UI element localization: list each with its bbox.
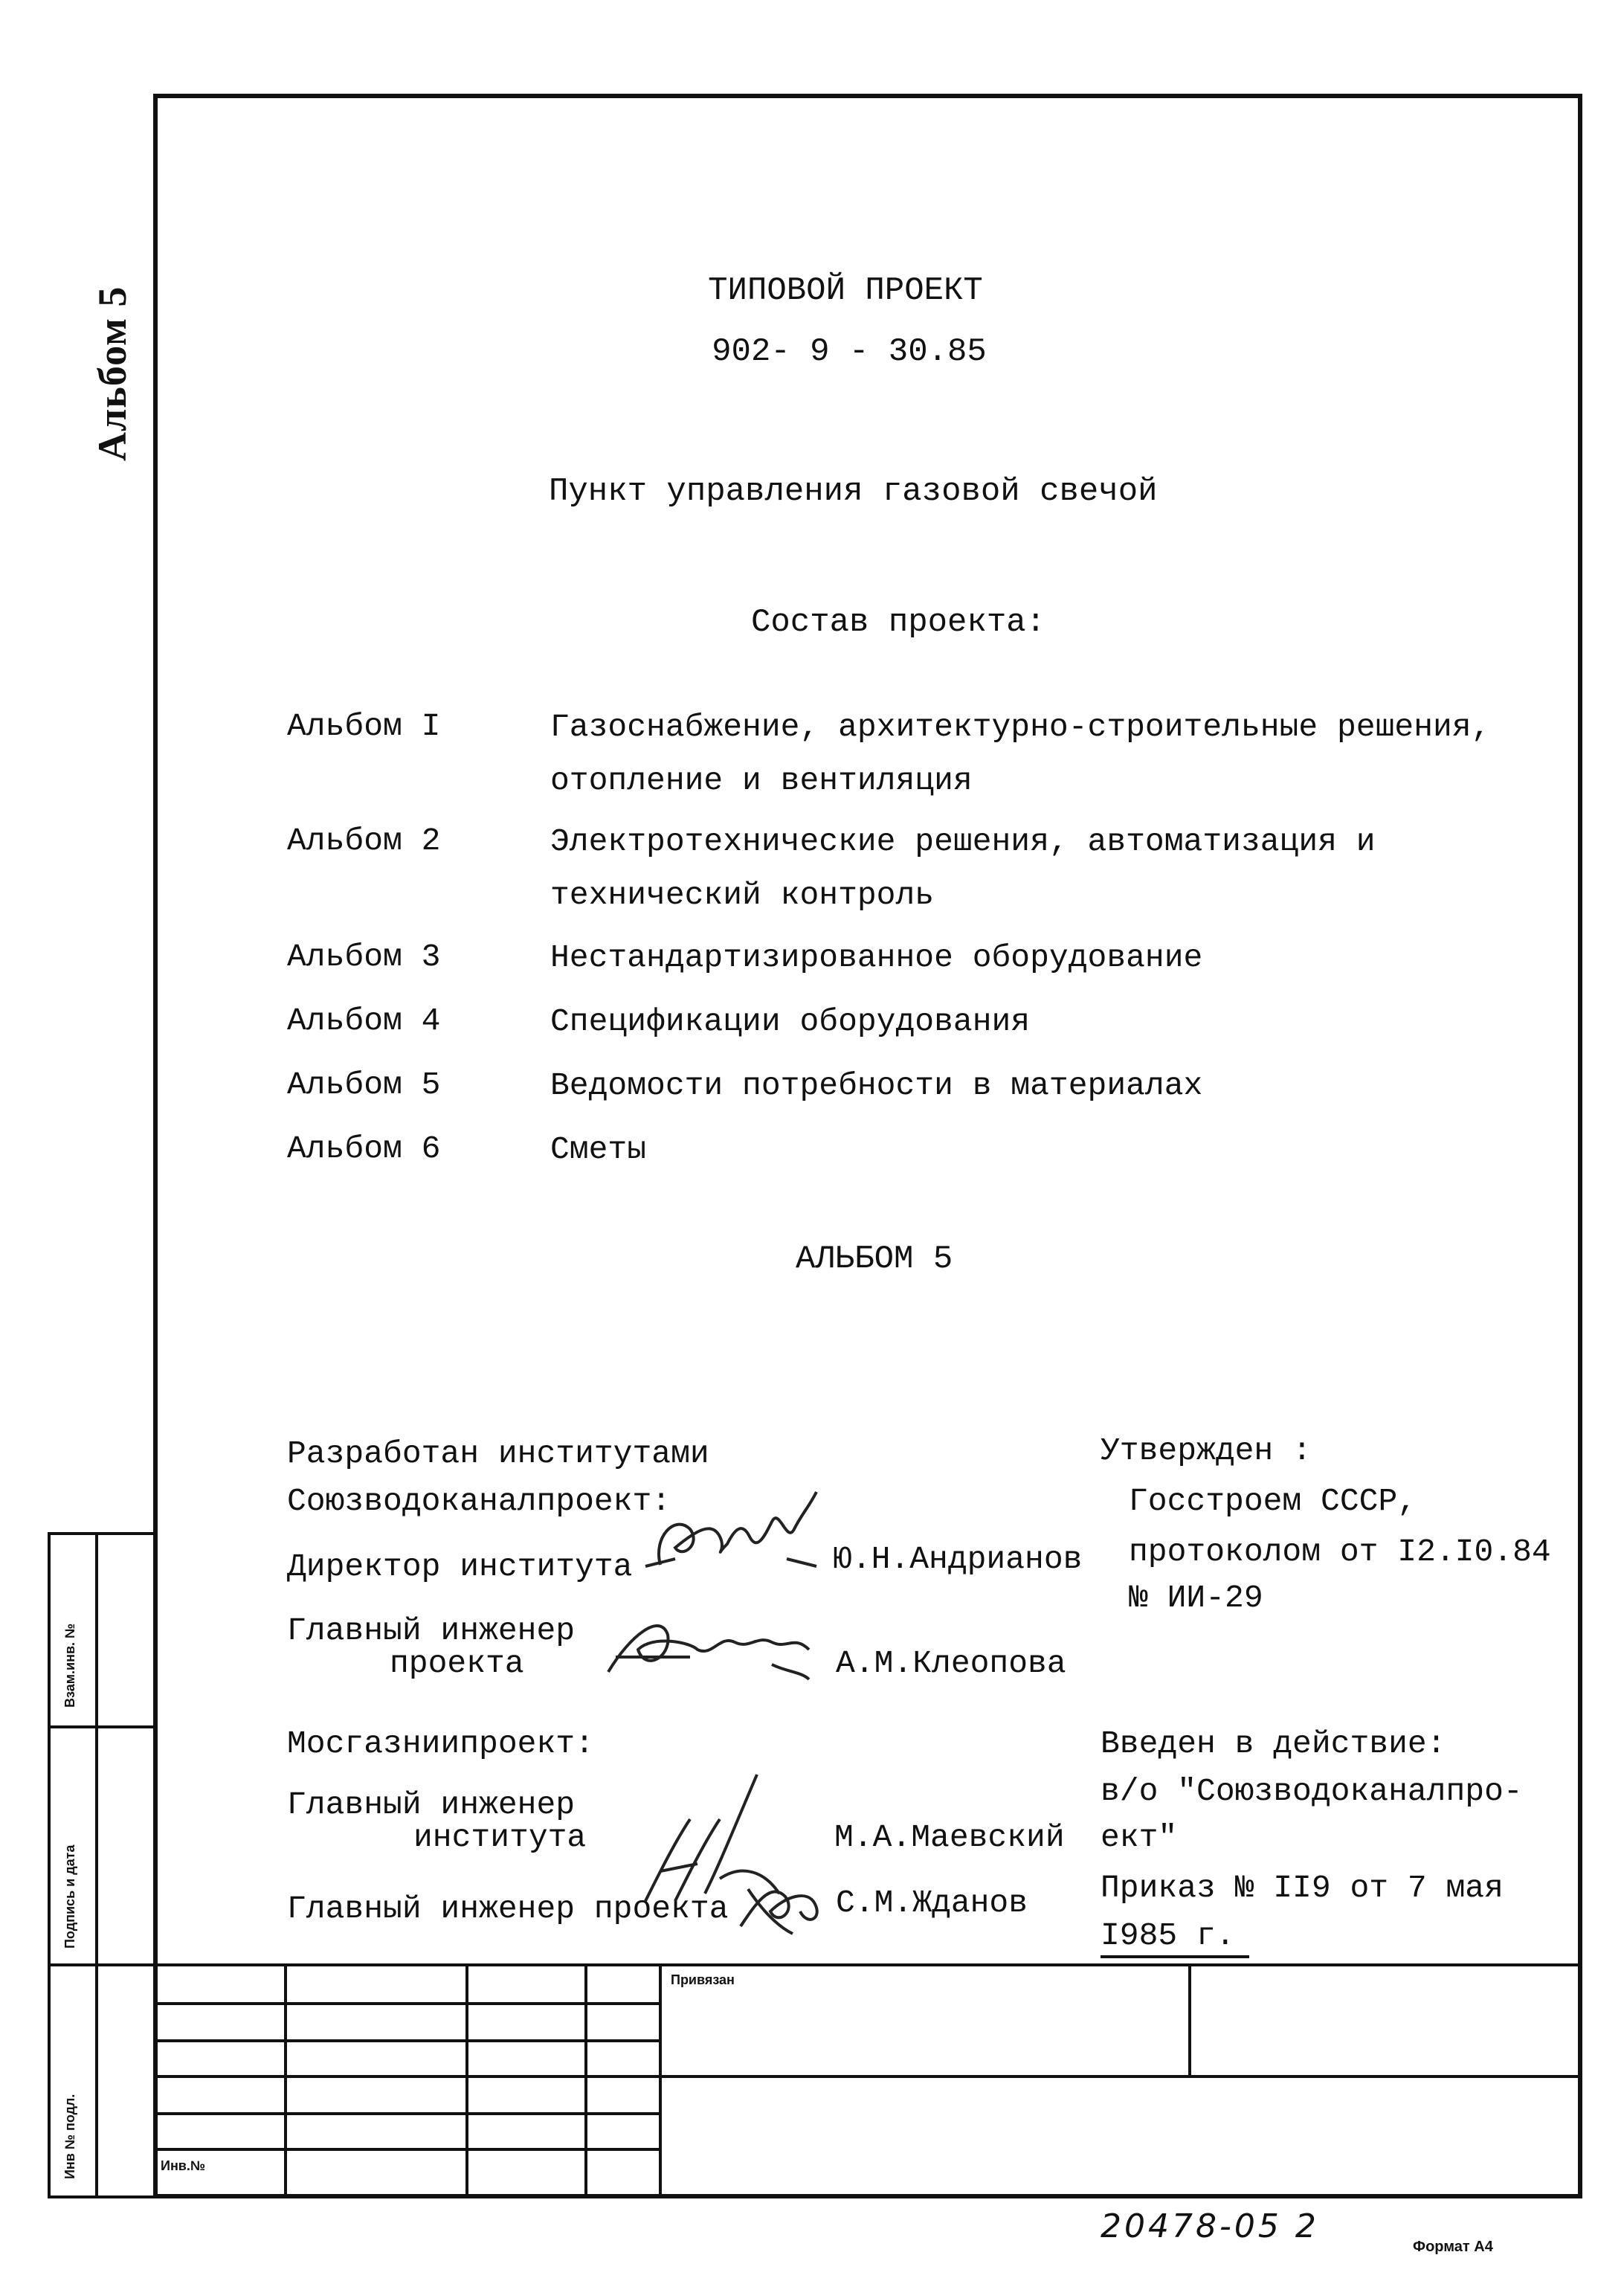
enacted-line3: Приказ № II9 от 7 мая	[1101, 1870, 1504, 1906]
album-3-label: Альбом 3	[287, 939, 441, 975]
chief2-title-line2: института	[413, 1819, 587, 1856]
album-1-text: Газоснабжение, архитектурно-строительные решения, отопление и вентиляция	[550, 709, 1491, 799]
document-number: 20478-05 2	[1101, 2207, 1319, 2245]
frame-top-border	[153, 94, 1582, 98]
approved-line1: Госстроем СССР,	[1129, 1483, 1417, 1519]
chief1-title-line2: проекта	[390, 1645, 524, 1682]
side-label-vzam: Взам.инв. №	[62, 1623, 77, 1708]
enacted-line4: I985 г.	[1101, 1917, 1249, 1958]
album-2-text: Электротехнические решения, автоматизация и технический контроль	[550, 823, 1376, 913]
chief2-name: М.А.Маевский	[834, 1819, 1065, 1856]
approved-line3: № ИИ-29	[1129, 1580, 1263, 1616]
signature-director	[631, 1477, 883, 1589]
album-1-label: Альбом I	[287, 708, 441, 744]
album-2-label: Альбом 2	[287, 823, 441, 859]
approved-line2: протоколом от I2.I0.84	[1129, 1534, 1551, 1570]
side-label-inv-podl: Инв № подл.	[62, 2094, 77, 2179]
stamp-inv: Инв.№	[161, 2158, 205, 2173]
composition-heading: Состав проекта:	[751, 604, 1046, 641]
album-4-text: Спецификации оборудования	[550, 1003, 1031, 1040]
side-stamp	[48, 1532, 158, 2198]
chief1-name: А.М.Клеопова	[836, 1645, 1066, 1682]
album-3-text: Нестандартизированное оборудование	[550, 939, 1203, 976]
signature-chief3	[733, 1867, 837, 1941]
album-5-label: Альбом 5	[287, 1067, 441, 1103]
doc-title: ТИПОВОЙ ПРОЕКТ	[708, 272, 983, 309]
director-title: Директор института	[287, 1548, 633, 1585]
frame-right-border	[1578, 94, 1582, 2198]
chief3-title: Главный инженер проекта	[287, 1891, 729, 1927]
developed-heading: Разработан институтами	[287, 1435, 709, 1472]
stamp-privyazan: Привязан	[671, 1972, 735, 1987]
chief1-title-line1: Главный инженер	[287, 1612, 576, 1649]
chief2-title-line1: Главный инженер	[287, 1786, 576, 1823]
org-mosgazniiproekt: Мосгазниипроект:	[287, 1725, 594, 1762]
current-album: АЛЬБОМ 5	[796, 1241, 953, 1278]
approved-heading: Утвержден :	[1101, 1432, 1312, 1469]
project-subject: Пункт управления газовой свечой	[549, 473, 1158, 510]
side-album-label: Альбом 5	[90, 286, 135, 461]
album-4-label: Альбом 4	[287, 1003, 441, 1039]
enacted-line1: в/о "Союзводоканалпро-	[1101, 1773, 1523, 1809]
director-name: Ю.Н.Андрианов	[833, 1541, 1083, 1577]
title-block	[153, 1963, 1582, 2198]
enacted-line2: ект"	[1101, 1819, 1178, 1856]
enacted-heading: Введен в действие:	[1101, 1725, 1446, 1762]
project-number: 902- 9 - 30.85	[712, 333, 987, 370]
side-label-podpis: Подпись и дата	[62, 1844, 77, 1949]
album-6-label: Альбом 6	[287, 1130, 441, 1167]
signature-chief1	[601, 1605, 824, 1687]
chief3-name: С.М.Жданов	[836, 1885, 1028, 1921]
org-soyuzvodokanalproekt: Союзводоканалпроект:	[287, 1483, 671, 1519]
album-5-text: Ведомости потребности в материалах	[550, 1067, 1203, 1104]
format-label: Формат А4	[1413, 2239, 1493, 2255]
album-6-text: Сметы	[550, 1131, 647, 1168]
